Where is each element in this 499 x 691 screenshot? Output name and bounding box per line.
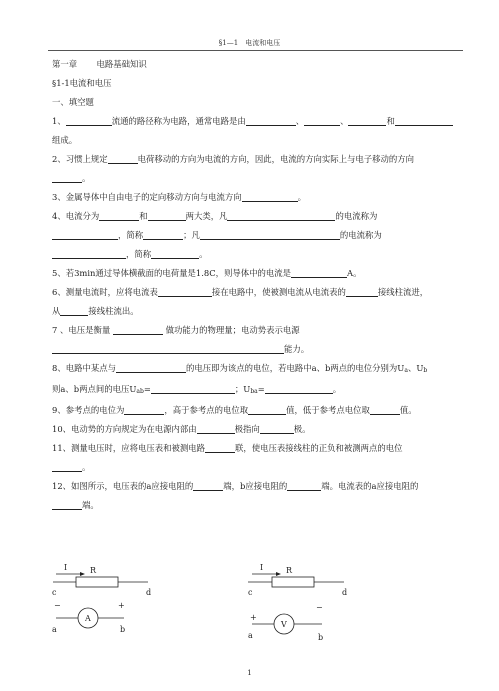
question-2-cont: 。 (52, 169, 462, 188)
question-11-cont: 。 (52, 458, 462, 477)
blank[interactable] (346, 286, 378, 297)
question-6-cont: 从 接线柱流出。 (52, 306, 139, 316)
page-number: 1 (247, 669, 252, 677)
question-7-cont: 能力。 (52, 340, 462, 359)
question-4-cont-1: ，简称 ；凡 的电流称为 (52, 226, 462, 245)
question-2: 2、习惯上规定 电荷移动的方向为电流的方向，因此，电流的方向实际上与电子移动的方向 (52, 154, 414, 164)
blank[interactable] (52, 248, 126, 259)
document-body (52, 55, 462, 515)
circuit-diagrams (48, 560, 468, 670)
question-8-cont: 则a、b两点间的电压Uab= ；Uba= 。 (52, 384, 342, 395)
blank[interactable] (52, 499, 82, 510)
terminal-c: c (248, 588, 253, 597)
question-6: 6、测量电流时，应将电流表 接在电路中，使被测电流从电流表的 接线柱流进， (52, 287, 429, 297)
question-12-cont: 端。 (52, 496, 462, 515)
plus-sign: + (118, 601, 125, 610)
blank[interactable] (143, 229, 183, 240)
blank[interactable] (242, 191, 298, 202)
blank[interactable] (287, 480, 321, 491)
terminal-c: c (52, 588, 57, 597)
ammeter-label: A (85, 614, 91, 623)
voltmeter-label: V (281, 620, 287, 629)
question-4: 4、电流分为 和 两大类，凡 的电流称为 (52, 211, 378, 221)
blank[interactable] (151, 248, 199, 259)
blank[interactable] (200, 229, 340, 240)
question-3: 3、金属导体中自由电子的定向移动方向与电流方向 。 (52, 192, 306, 202)
blank[interactable] (158, 286, 212, 297)
blank[interactable] (113, 324, 163, 335)
blank[interactable] (99, 210, 139, 221)
minus-sign: − (316, 603, 323, 612)
blank[interactable] (246, 115, 296, 126)
current-label: I (64, 563, 68, 572)
question-8: 8、电路中某点与 的电压即为该点的电位，若电路中a、b两点的电位分别为Ua、Ub (52, 363, 428, 374)
blank[interactable] (227, 210, 335, 221)
terminal-d: d (146, 588, 152, 597)
blank[interactable] (370, 404, 400, 415)
blank[interactable] (395, 115, 453, 126)
resistor-symbol (272, 577, 314, 587)
part-heading: 一、填空题 (52, 97, 94, 107)
current-label: I (260, 563, 264, 572)
resistor-label: R (286, 566, 293, 575)
question-9: 9、参考点的电位为 ，高于参考点的电位取 值，低于参考点电位取 值。 (52, 405, 417, 415)
question-5: 5、若3min通过导体横截面的电荷量是1.8C，则导体中的电流是 A。 (52, 268, 362, 278)
arrow-head-icon (80, 572, 85, 576)
blank[interactable] (52, 172, 82, 183)
question-1-cont: 组成。 (52, 135, 78, 145)
blank[interactable] (52, 343, 284, 354)
section-heading: §1-1电流和电压 (52, 78, 112, 88)
question-7: 7 、电压是衡量 做功能力的物理量；电动势表示电源 (52, 325, 300, 335)
blank[interactable] (197, 423, 235, 434)
blank[interactable] (124, 404, 164, 415)
blank[interactable] (348, 115, 386, 126)
blank[interactable] (66, 115, 112, 126)
blank[interactable] (193, 480, 223, 491)
blank[interactable] (116, 362, 186, 373)
question-11: 11、测量电压时，应将电压表和被测电路 联，使电压表接线柱的正负和被测两点的电位 (52, 443, 403, 453)
blank[interactable] (148, 210, 186, 221)
minus-sign: − (54, 601, 61, 610)
header-rule (48, 50, 463, 51)
chapter-label: 第一章 (52, 59, 78, 69)
circuit-ammeter (52, 563, 151, 634)
terminal-b: b (120, 625, 126, 634)
circuit-voltmeter (248, 563, 347, 642)
terminal-d: d (342, 588, 348, 597)
question-1: 1、 流通的路径称为电路，通常电路是由 、 、 和 (52, 112, 462, 131)
question-12: 12、如图所示，电压表的a应接电阻的 端，b应接电阻的 端。电流表的a应接电阻的 (52, 481, 419, 491)
question-4-cont-2: ，简称 。 (52, 245, 462, 264)
resistor-symbol (76, 577, 118, 587)
terminal-a: a (52, 625, 57, 634)
terminal-a: a (248, 631, 253, 640)
chapter-title: 电路基础知识 (96, 59, 147, 69)
blank[interactable] (205, 442, 235, 453)
blank[interactable] (291, 267, 347, 278)
chapter-heading (52, 55, 462, 74)
blank[interactable] (52, 461, 82, 472)
blank[interactable] (151, 383, 235, 394)
terminal-b: b (318, 633, 324, 642)
blank[interactable] (52, 229, 118, 240)
arrow-head-icon (276, 572, 281, 576)
resistor-label: R (90, 566, 97, 575)
blank[interactable] (248, 404, 286, 415)
page-header: §1—1 电流和电压 (218, 39, 281, 47)
question-10: 10、电动势的方向规定为在电源内部由 极指向 极。 (52, 424, 311, 434)
blank[interactable] (60, 305, 88, 316)
blank[interactable] (265, 383, 333, 394)
blank[interactable] (108, 153, 138, 164)
blank[interactable] (260, 423, 294, 434)
blank[interactable] (304, 115, 340, 126)
plus-sign: + (250, 613, 257, 622)
